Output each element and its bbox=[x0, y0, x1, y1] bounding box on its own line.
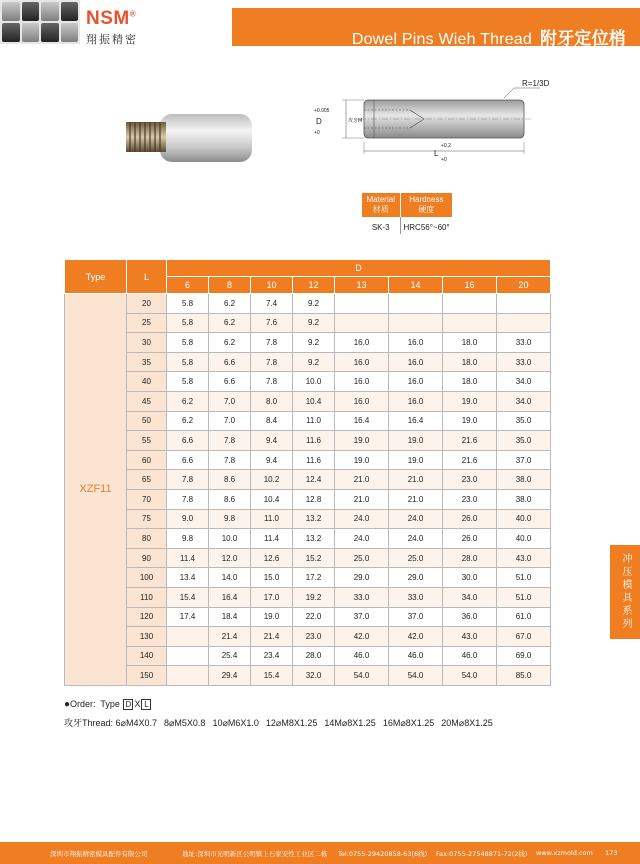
thumbnail-image bbox=[22, 2, 40, 21]
value-cell: 51.0 bbox=[497, 568, 551, 588]
value-cell: 21.0 bbox=[335, 470, 389, 490]
title-band bbox=[232, 8, 640, 49]
value-cell: 26.0 bbox=[443, 529, 497, 549]
table-row bbox=[65, 607, 551, 627]
value-cell: 6.2 bbox=[167, 391, 209, 411]
value-cell: 16.0 bbox=[335, 333, 389, 353]
footer-tel: Tel:0755-29420858-63(6线) bbox=[338, 850, 428, 858]
length-cell: 55 bbox=[127, 431, 167, 451]
title-cn: 附牙定位梢 bbox=[540, 29, 626, 49]
value-cell: 14.0 bbox=[209, 568, 251, 588]
value-cell: 9.0 bbox=[167, 509, 209, 529]
hardness-header-en: Hardness bbox=[409, 195, 444, 204]
thumbnail-image bbox=[22, 23, 40, 42]
value-cell: 46.0 bbox=[443, 646, 497, 666]
order-box-d: D bbox=[123, 699, 133, 710]
value-cell bbox=[443, 313, 497, 333]
value-cell: 5.8 bbox=[167, 372, 209, 392]
table-row bbox=[65, 372, 551, 392]
type-header: Type bbox=[65, 260, 127, 294]
value-cell: 12.0 bbox=[209, 548, 251, 568]
hardness-value: HRC56°~60° bbox=[403, 223, 450, 232]
thread-list bbox=[116, 718, 500, 728]
value-cell: 6.2 bbox=[209, 294, 251, 314]
value-cell: 16.0 bbox=[389, 352, 443, 372]
length-cell: 40 bbox=[127, 372, 167, 392]
value-cell bbox=[497, 313, 551, 333]
value-cell bbox=[167, 627, 209, 647]
d-value-header: 8 bbox=[209, 277, 251, 294]
value-cell: 16.4 bbox=[389, 411, 443, 431]
value-cell: 7.6 bbox=[251, 313, 293, 333]
value-cell: 16.0 bbox=[335, 391, 389, 411]
value-cell: 8.0 bbox=[251, 391, 293, 411]
value-cell: 21.4 bbox=[251, 627, 293, 647]
value-cell: 43.0 bbox=[497, 548, 551, 568]
order-label: Order: bbox=[70, 699, 96, 709]
value-cell bbox=[389, 294, 443, 314]
value-cell: 85.0 bbox=[497, 666, 551, 686]
value-cell: 21.6 bbox=[443, 431, 497, 451]
table-row bbox=[65, 627, 551, 647]
type-cell: XZF11 bbox=[65, 294, 127, 686]
value-cell: 26.0 bbox=[443, 509, 497, 529]
value-cell: 9.8 bbox=[209, 509, 251, 529]
value-cell: 6.6 bbox=[209, 352, 251, 372]
value-cell bbox=[497, 294, 551, 314]
l-header: L bbox=[127, 260, 167, 294]
value-cell: 25.0 bbox=[335, 548, 389, 568]
length-cell: 75 bbox=[127, 509, 167, 529]
length-cell: 60 bbox=[127, 450, 167, 470]
value-cell: 15.2 bbox=[293, 548, 335, 568]
length-cell: 45 bbox=[127, 391, 167, 411]
value-cell: 37.0 bbox=[497, 450, 551, 470]
value-cell bbox=[335, 313, 389, 333]
value-cell: 25.0 bbox=[389, 548, 443, 568]
value-cell: 7.8 bbox=[251, 352, 293, 372]
thumbnail-image bbox=[41, 23, 59, 42]
table-row bbox=[65, 352, 551, 372]
value-cell: 5.8 bbox=[167, 352, 209, 372]
value-cell: 19.2 bbox=[293, 587, 335, 607]
value-cell bbox=[167, 646, 209, 666]
length-cell: 130 bbox=[127, 627, 167, 647]
value-cell: 16.0 bbox=[389, 391, 443, 411]
value-cell: 7.0 bbox=[209, 411, 251, 431]
material-header bbox=[362, 193, 400, 217]
page-footer bbox=[0, 842, 640, 864]
table-row bbox=[65, 568, 551, 588]
table-row bbox=[65, 313, 551, 333]
thread-item: 10⌀M6X1.0 bbox=[212, 718, 259, 728]
value-cell: 28.0 bbox=[443, 548, 497, 568]
value-cell: 17.0 bbox=[251, 587, 293, 607]
d-value-header: 14 bbox=[389, 277, 443, 294]
d-tolerance-lower: +0 bbox=[314, 130, 320, 136]
value-cell bbox=[335, 294, 389, 314]
table-row bbox=[65, 666, 551, 686]
value-cell: 5.8 bbox=[167, 333, 209, 353]
thread-item: 6⌀M4X0.7 bbox=[115, 718, 157, 728]
value-cell: 13.4 bbox=[167, 568, 209, 588]
brand-name-cn: 翔振精密 bbox=[86, 33, 138, 46]
value-cell: 18.0 bbox=[443, 372, 497, 392]
length-cell: 30 bbox=[127, 333, 167, 353]
d-value-header: 12 bbox=[293, 277, 335, 294]
value-cell: 8.4 bbox=[251, 411, 293, 431]
footer-company: 深圳市翔振精密模具配件有限公司 bbox=[50, 850, 148, 858]
value-cell: 23.0 bbox=[443, 489, 497, 509]
radius-label: R=1/3D bbox=[522, 80, 550, 88]
order-box-l: L bbox=[141, 699, 151, 710]
value-cell: 33.0 bbox=[335, 587, 389, 607]
value-cell: 9.2 bbox=[293, 333, 335, 353]
product-thumbnails bbox=[0, 0, 80, 44]
value-cell: 9.4 bbox=[251, 450, 293, 470]
value-cell: 23.4 bbox=[251, 646, 293, 666]
value-cell: 5.8 bbox=[167, 294, 209, 314]
value-cell: 54.0 bbox=[443, 666, 497, 686]
value-cell: 11.4 bbox=[251, 529, 293, 549]
value-cell: 67.0 bbox=[497, 627, 551, 647]
table-row bbox=[65, 489, 551, 509]
value-cell: 30.0 bbox=[443, 568, 497, 588]
value-cell: 16.0 bbox=[389, 372, 443, 392]
thread-item: 20M⌀8X1.25 bbox=[441, 718, 493, 728]
value-cell: 21.6 bbox=[443, 450, 497, 470]
value-cell: 7.8 bbox=[251, 372, 293, 392]
value-cell: 24.0 bbox=[389, 529, 443, 549]
thumbnail-image bbox=[61, 2, 79, 21]
footer-website[interactable]: www.xzmold.com bbox=[536, 849, 593, 857]
value-cell: 16.0 bbox=[335, 372, 389, 392]
value-cell: 8.6 bbox=[209, 470, 251, 490]
value-cell: 11.0 bbox=[251, 509, 293, 529]
value-cell: 6.2 bbox=[167, 411, 209, 431]
value-cell: 12.4 bbox=[293, 470, 335, 490]
value-cell: 35.0 bbox=[497, 411, 551, 431]
table-row bbox=[65, 646, 551, 666]
length-cell: 120 bbox=[127, 607, 167, 627]
thumbnail-image bbox=[41, 2, 59, 21]
value-cell: 9.2 bbox=[293, 294, 335, 314]
d-value-header: 16 bbox=[443, 277, 497, 294]
table-row bbox=[65, 470, 551, 490]
value-cell: 6.6 bbox=[209, 372, 251, 392]
value-cell bbox=[389, 313, 443, 333]
length-cell: 140 bbox=[127, 646, 167, 666]
value-cell: 54.0 bbox=[335, 666, 389, 686]
length-cell: 65 bbox=[127, 470, 167, 490]
value-cell: 36.0 bbox=[443, 607, 497, 627]
bullet: ● bbox=[64, 699, 71, 710]
thumbnail-image bbox=[2, 2, 20, 21]
length-cell: 50 bbox=[127, 411, 167, 431]
thread-item: 8⌀M5X0.8 bbox=[164, 718, 206, 728]
table-row bbox=[65, 450, 551, 470]
value-cell: 11.4 bbox=[167, 548, 209, 568]
l-tolerance-lower: +0 bbox=[441, 157, 447, 163]
value-cell: 69.0 bbox=[497, 646, 551, 666]
value-cell: 12.6 bbox=[251, 548, 293, 568]
brand-logo bbox=[86, 8, 138, 47]
value-cell: 40.0 bbox=[497, 509, 551, 529]
value-cell: 42.0 bbox=[389, 627, 443, 647]
value-cell: 19.0 bbox=[335, 431, 389, 451]
d-value-header: 10 bbox=[251, 277, 293, 294]
length-cell: 25 bbox=[127, 313, 167, 333]
value-cell: 18.4 bbox=[209, 607, 251, 627]
value-cell: 43.0 bbox=[443, 627, 497, 647]
value-cell: 6.6 bbox=[167, 450, 209, 470]
d-value-header: 6 bbox=[167, 277, 209, 294]
value-cell: 7.4 bbox=[251, 294, 293, 314]
value-cell bbox=[167, 666, 209, 686]
value-cell: 24.0 bbox=[335, 509, 389, 529]
value-cell: 7.8 bbox=[251, 333, 293, 353]
value-cell bbox=[443, 294, 497, 314]
value-cell: 19.0 bbox=[389, 431, 443, 451]
value-cell: 21.4 bbox=[209, 627, 251, 647]
thread-item: 16M⌀8X1.25 bbox=[382, 718, 435, 728]
order-example bbox=[64, 699, 152, 710]
value-cell: 29.0 bbox=[389, 568, 443, 588]
technical-drawing bbox=[300, 80, 590, 164]
value-cell: 29.0 bbox=[335, 568, 389, 588]
value-cell: 38.0 bbox=[497, 489, 551, 509]
footer-fax: Fax:0755-27548871-72(2线) bbox=[436, 850, 528, 858]
value-cell: 51.0 bbox=[497, 587, 551, 607]
value-cell: 28.0 bbox=[293, 646, 335, 666]
d-value-header: 20 bbox=[497, 277, 551, 294]
value-cell: 11.6 bbox=[293, 431, 335, 451]
length-cell: 80 bbox=[127, 529, 167, 549]
value-cell: 46.0 bbox=[335, 646, 389, 666]
value-cell: 42.0 bbox=[335, 627, 389, 647]
value-cell: 33.0 bbox=[497, 352, 551, 372]
table-row bbox=[65, 548, 551, 568]
value-cell: 24.0 bbox=[389, 509, 443, 529]
value-cell: 17.4 bbox=[167, 607, 209, 627]
table-row bbox=[65, 391, 551, 411]
value-cell: 9.8 bbox=[167, 529, 209, 549]
value-cell: 13.2 bbox=[293, 529, 335, 549]
value-cell: 21.0 bbox=[335, 489, 389, 509]
section-tab: 冲压模具系列 bbox=[610, 545, 640, 639]
value-cell: 23.0 bbox=[443, 470, 497, 490]
d-dimension-label: D bbox=[316, 117, 322, 126]
footer-page-number: 173 bbox=[605, 849, 618, 857]
value-cell: 16.4 bbox=[335, 411, 389, 431]
value-cell: 33.0 bbox=[389, 587, 443, 607]
value-cell: 11.6 bbox=[293, 450, 335, 470]
value-cell: 6.2 bbox=[209, 333, 251, 353]
value-cell: 19.0 bbox=[443, 411, 497, 431]
length-cell: 110 bbox=[127, 587, 167, 607]
thumbnail-image bbox=[61, 23, 79, 42]
length-cell: 35 bbox=[127, 352, 167, 372]
order-separator: X bbox=[134, 699, 141, 709]
thread-item: 12⌀M8X1.25 bbox=[265, 718, 318, 728]
value-cell: 25.4 bbox=[209, 646, 251, 666]
value-cell: 11.0 bbox=[293, 411, 335, 431]
value-cell: 10.4 bbox=[251, 489, 293, 509]
d-tolerance-upper: +0.005 bbox=[314, 108, 330, 114]
value-cell: 21.0 bbox=[389, 470, 443, 490]
value-cell: 40.0 bbox=[497, 529, 551, 549]
value-cell: 13.2 bbox=[293, 509, 335, 529]
value-cell: 18.0 bbox=[443, 333, 497, 353]
value-cell: 5.8 bbox=[167, 313, 209, 333]
value-cell: 10.2 bbox=[251, 470, 293, 490]
value-cell: 17.2 bbox=[293, 568, 335, 588]
length-cell: 100 bbox=[127, 568, 167, 588]
value-cell: 54.0 bbox=[389, 666, 443, 686]
value-cell: 15.4 bbox=[251, 666, 293, 686]
value-cell: 16.0 bbox=[335, 352, 389, 372]
d-header: D bbox=[167, 260, 551, 277]
value-cell: 10.4 bbox=[293, 391, 335, 411]
value-cell: 34.0 bbox=[443, 587, 497, 607]
table-row bbox=[65, 333, 551, 353]
value-cell: 19.0 bbox=[389, 450, 443, 470]
title-en: Dowel Pins Wieh Thread bbox=[351, 31, 532, 48]
value-cell: 6.2 bbox=[209, 313, 251, 333]
value-cell: 7.8 bbox=[167, 470, 209, 490]
value-cell: 19.0 bbox=[443, 391, 497, 411]
page-header bbox=[0, 0, 640, 49]
spec-table bbox=[64, 259, 551, 686]
product-photo bbox=[118, 112, 258, 166]
table-row bbox=[65, 431, 551, 451]
length-cell: 90 bbox=[127, 548, 167, 568]
brand-name: NSM bbox=[86, 8, 130, 29]
value-cell: 7.0 bbox=[209, 391, 251, 411]
table-row bbox=[65, 587, 551, 607]
material-value: SK-3 bbox=[362, 217, 400, 234]
length-cell: 20 bbox=[127, 294, 167, 314]
thread-item: 14M⌀8X1.25 bbox=[324, 718, 376, 728]
value-cell: 7.8 bbox=[167, 489, 209, 509]
table-row bbox=[65, 529, 551, 549]
thumbnail-image bbox=[2, 23, 20, 42]
order-type-label: Type bbox=[100, 699, 120, 709]
value-cell: 19.0 bbox=[335, 450, 389, 470]
length-cell: 70 bbox=[127, 489, 167, 509]
value-cell: 29.4 bbox=[209, 666, 251, 686]
value-cell: 37.0 bbox=[335, 607, 389, 627]
material-table bbox=[362, 193, 453, 234]
material-header-cn: 材质 bbox=[372, 205, 389, 214]
value-cell: 9.2 bbox=[293, 313, 335, 333]
table-row bbox=[65, 411, 551, 431]
value-cell: 15.0 bbox=[251, 568, 293, 588]
value-cell: 16.4 bbox=[209, 587, 251, 607]
value-cell: 22.0 bbox=[293, 607, 335, 627]
value-cell: 10.0 bbox=[293, 372, 335, 392]
value-cell: 8.6 bbox=[209, 489, 251, 509]
hardness-header bbox=[400, 193, 453, 217]
thread-spec bbox=[64, 716, 500, 729]
value-cell: 9.2 bbox=[293, 352, 335, 372]
value-cell: 61.0 bbox=[497, 607, 551, 627]
hardness-header-cn: 硬度 bbox=[418, 205, 435, 214]
value-cell: 38.0 bbox=[497, 470, 551, 490]
registered-mark: ® bbox=[129, 9, 137, 19]
d-value-header: 13 bbox=[335, 277, 389, 294]
value-cell: 46.0 bbox=[389, 646, 443, 666]
l-dimension-label: L bbox=[434, 149, 439, 158]
value-cell: 10.0 bbox=[209, 529, 251, 549]
value-cell: 16.0 bbox=[389, 333, 443, 353]
value-cell: 7.8 bbox=[209, 431, 251, 451]
value-cell: 32.0 bbox=[293, 666, 335, 686]
value-cell: 15.4 bbox=[167, 587, 209, 607]
value-cell: 7.8 bbox=[209, 450, 251, 470]
value-cell: 35.0 bbox=[497, 431, 551, 451]
material-header-en: Material bbox=[366, 195, 395, 204]
value-cell: 37.0 bbox=[389, 607, 443, 627]
value-cell: 33.0 bbox=[497, 333, 551, 353]
value-cell: 23.0 bbox=[293, 627, 335, 647]
value-cell: 18.0 bbox=[443, 352, 497, 372]
page-title bbox=[352, 24, 626, 49]
value-cell: 9.4 bbox=[251, 431, 293, 451]
table-row bbox=[65, 509, 551, 529]
thread-label: 攻牙M bbox=[348, 118, 363, 124]
table-row bbox=[65, 294, 551, 314]
footer-address: 地址:深圳市光明新区公明镇上石家安性工业区二栋 bbox=[182, 850, 328, 858]
value-cell: 34.0 bbox=[497, 372, 551, 392]
thread-label: 攻牙Thread: bbox=[64, 718, 114, 728]
length-cell: 150 bbox=[127, 666, 167, 686]
spec-table-body bbox=[65, 294, 551, 686]
value-cell: 19.0 bbox=[251, 607, 293, 627]
value-cell: 21.0 bbox=[389, 489, 443, 509]
value-cell: 12.8 bbox=[293, 489, 335, 509]
value-cell: 34.0 bbox=[497, 391, 551, 411]
l-tolerance-upper: +0.2 bbox=[441, 143, 451, 149]
value-cell: 24.0 bbox=[335, 529, 389, 549]
value-cell: 6.6 bbox=[167, 431, 209, 451]
